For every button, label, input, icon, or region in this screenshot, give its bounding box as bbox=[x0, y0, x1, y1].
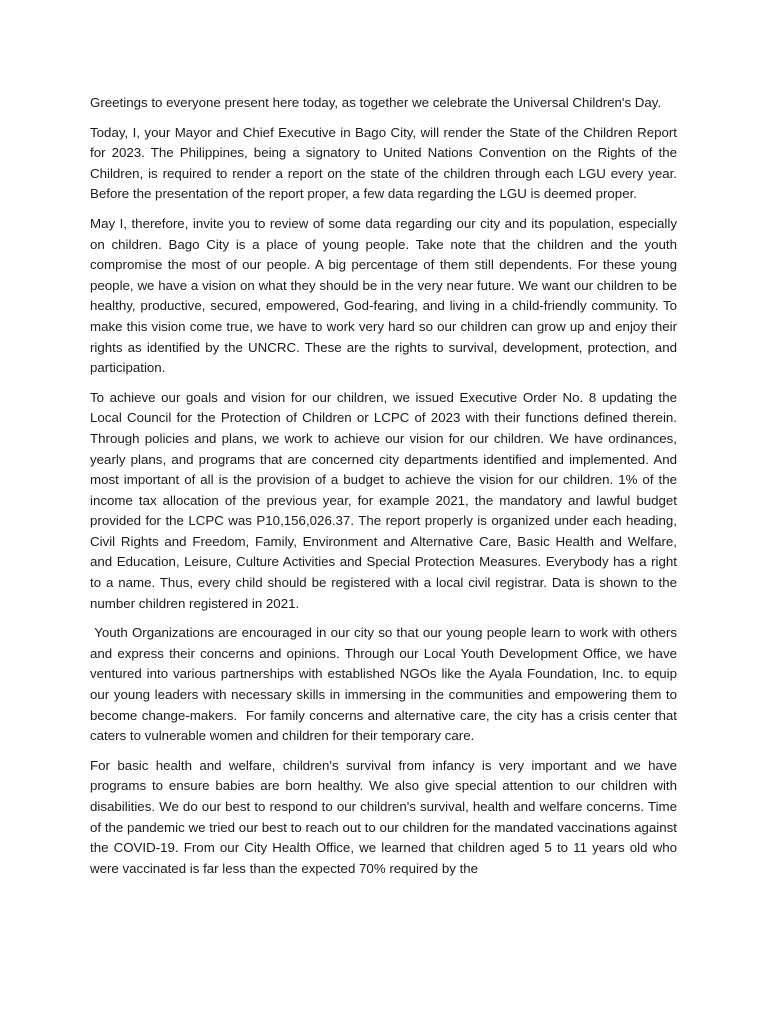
document-page bbox=[90, 93, 681, 879]
paragraph-city-population: May I, therefore, invite you to review of some data regarding our city and its population, especially on children. Bago City is a place of young people. Take note that the children and the youth compromise the most of our people. A big percentage of them still dependents. For these young people, we have a vision on what they should be in the very near future. We want our children to be healthy, productive, secured, empowered, God-fearing, and living in a child-friendly community. To make this vision come true, we have to work very hard so our children can grow up and enjoy their rights as identified by the UNCRC. These are the rights to survival, development, protection, and participation. bbox=[90, 215, 677, 376]
paragraph-basic-health-welfare: For basic health and welfare, children's survival from infancy is very important and we have programs to ensure babies are born healthy. We also give special attention to our children with disabilities. We do our best to respond to our children's survival, health and welfare concerns. Time of the pandemic we tried our best to reach out to our children for the mandated vaccinations against the COVID-19. From our City Health Office, we learned that children aged 5 to 11 years old who were vaccinated is far less than the expected 70% required by the bbox=[90, 757, 677, 876]
paragraph-youth-organizations: Youth Organizations are encouraged in our city so that our young people learn to work with others and express their concerns and opinions. Through our Local Youth Development Office, we have ventured into various partnerships with established NGOs like the Ayala Foundation, Inc. to equip our young leaders with necessary skills in immersing in the communities and empowering them to become change-makers. For family concerns and alternative care, the city has a crisis center that caters to vulnerable women and children for their temporary care. bbox=[90, 625, 681, 744]
paragraph-state-of-children-report: Today, I, your Mayor and Chief Executive in Bago City, will render the State of the Children Report for 2023. The Philippines, being a signatory to United Nations Convention on the Rights of the Children, is required to render a report on the state of the children through each LGU every year. Before the presentation of the report proper, a few data regarding the LGU is deemed proper. bbox=[90, 124, 677, 202]
paragraph-goals-and-vision: To achieve our goals and vision for our children, we issued Executive Order No. 8 updating the Local Council for the Protection of Children or LCPC of 2023 with their functions defined therein. Through policies and plans, we work to achieve our vision for our children. We have ordinances, yearly plans, and programs that are concerned city departments identified and implemented. And most important of all is the provision of a budget to achieve the vision for our children. 1% of the income tax allocation of the previous year, for example 2021, the mandatory and lawful budget provided for the LCPC was P10,156,026.37. The report properly is organized under each heading, Civil Rights and Freedom, Family, Environment and Alternative Care, Basic Health and Welfare, and Education, Leisure, Culture Activities and Special Protection Measures. Everybody has a right to a name. Thus, every child should be registered with a local civil registrar. Data is shown to the number children registered in 2021. bbox=[90, 389, 677, 611]
paragraph-greeting: Greetings to everyone present here today, as together we celebrate the Universal Children's Day. bbox=[90, 95, 662, 110]
